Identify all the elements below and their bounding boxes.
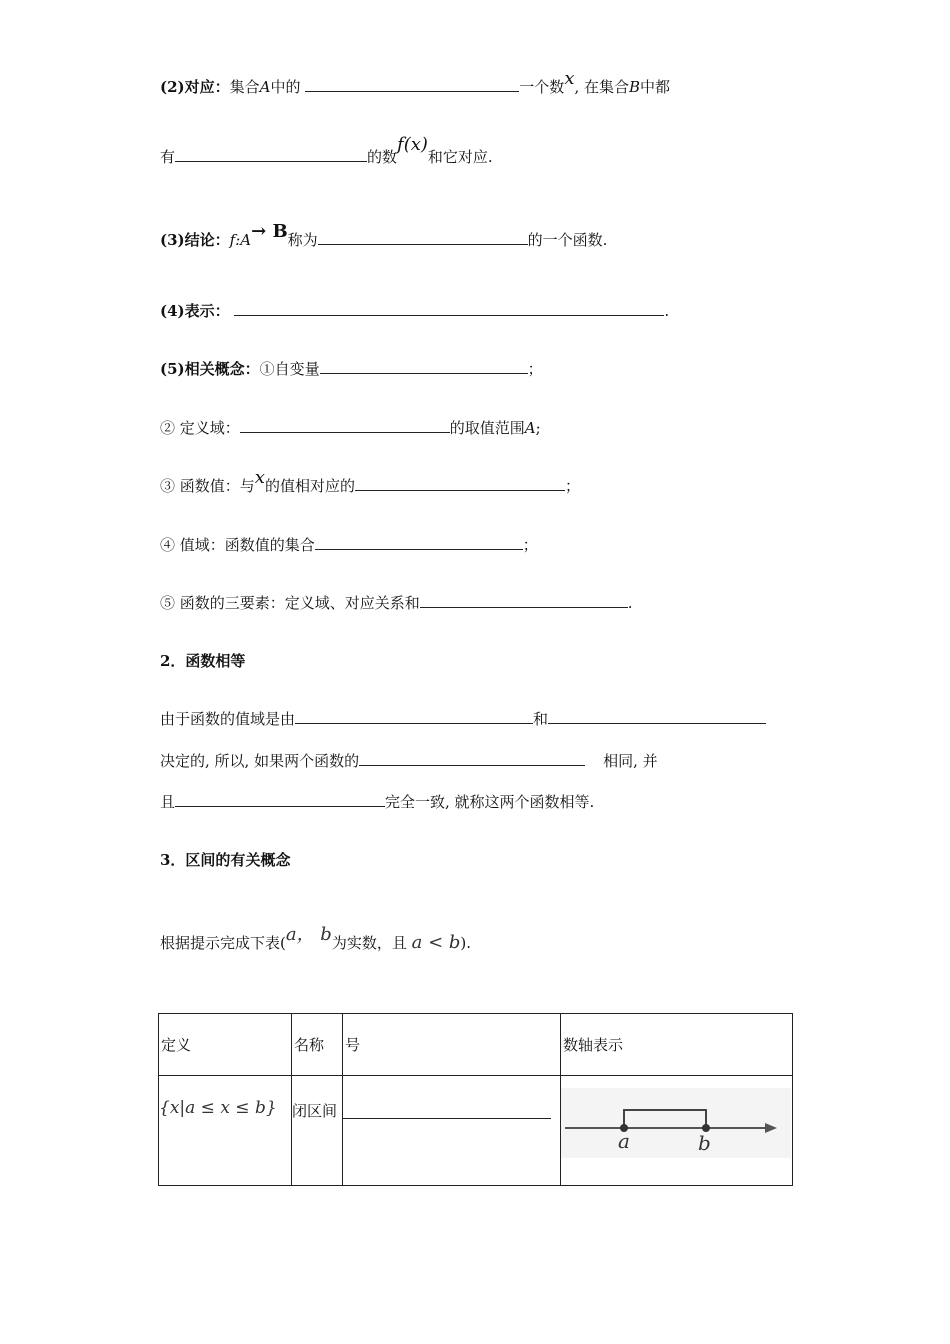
eq3-line	[160, 791, 594, 813]
definition-cell	[159, 1076, 292, 1186]
interval-table	[158, 1013, 793, 1186]
item3-text1: 称为	[287, 231, 318, 249]
sub2-text2: 的取值范围	[449, 419, 525, 437]
blank-input[interactable]	[548, 708, 766, 724]
blank-input[interactable]	[305, 76, 519, 92]
sub2-text1: ② 定义域：	[160, 419, 240, 437]
interval-definition: {x|a ≤ x ≤ b}	[159, 1098, 277, 1118]
intro-text3: ).	[460, 934, 472, 952]
number-line-cell	[561, 1076, 793, 1186]
eq3-text1: 且	[160, 793, 176, 811]
eq3-text2: 完全一致, 就称这两个函数相等.	[385, 793, 595, 811]
eq1-text1: 由于函数的值域是由	[160, 710, 296, 728]
var-x: x	[564, 68, 575, 89]
blank-input[interactable]	[175, 791, 385, 807]
blank-input[interactable]	[359, 750, 585, 766]
set-b: B	[629, 78, 641, 96]
sub4-text1: ④ 值域：函数值的集合	[160, 536, 315, 554]
item3-label: (3)结论：	[160, 231, 230, 249]
header-cell: 数轴表示	[561, 1014, 793, 1076]
header-cell: 名称	[292, 1014, 343, 1076]
set-a: A	[524, 419, 536, 437]
item3-line	[160, 221, 608, 251]
blank-input[interactable]	[295, 708, 533, 724]
header-cell: 定义	[159, 1014, 292, 1076]
sub3-text2: 的值相对应的	[264, 477, 355, 495]
item2b-text3: 和它对应.	[427, 148, 493, 166]
sub3-end: ；	[564, 477, 580, 495]
eq2-text2: 相同, 并	[603, 752, 658, 770]
sub5-text1: ⑤ 函数的三要素：定义域、对应关系和	[160, 594, 420, 612]
eq2-line	[160, 750, 658, 772]
item2-text1: 集合	[229, 78, 260, 96]
blank-input[interactable]	[420, 592, 628, 608]
arrow-b: → B	[251, 221, 288, 242]
item2-text4: , 在集合	[574, 78, 630, 96]
number-line-diagram	[561, 1088, 791, 1168]
item2b-line	[160, 134, 493, 168]
blank-input[interactable]	[320, 358, 528, 374]
item5-text1: ①自变量	[259, 360, 320, 378]
item2-text2: 中的	[270, 78, 301, 96]
table-header-row	[159, 1014, 793, 1076]
sub4-end: ；	[522, 536, 538, 554]
sub2-end: ;	[535, 419, 541, 437]
item4-line	[160, 300, 669, 322]
blank-input[interactable]	[315, 534, 523, 550]
table-row	[159, 1076, 793, 1186]
blank-input[interactable]	[318, 229, 528, 245]
eq1-line	[160, 708, 766, 730]
blank-input[interactable]	[175, 146, 367, 162]
sub5-end: .	[627, 594, 633, 612]
item5-end: ；	[527, 360, 543, 378]
blank-input[interactable]	[234, 300, 664, 316]
symbol-cell[interactable]	[343, 1076, 561, 1186]
set-a: A	[259, 78, 271, 96]
item2-text3: 一个数	[519, 78, 565, 96]
var-x: x	[254, 467, 265, 488]
eq1-text2: 和	[533, 710, 549, 728]
item2-text5: 中都	[640, 78, 671, 96]
item4-end: .	[664, 302, 670, 320]
item5-label: (5)相关概念：	[160, 360, 260, 378]
sub5-line	[160, 592, 633, 614]
item3-text2: 的一个函数.	[527, 231, 608, 249]
item2b-text2: 的数	[367, 148, 398, 166]
blank-input[interactable]	[343, 1118, 551, 1119]
sub2-line	[160, 417, 541, 439]
label-a: a	[618, 1129, 630, 1153]
blank-input[interactable]	[240, 417, 450, 433]
item4-label: (4)表示：	[160, 302, 230, 320]
mapping-formula: f:A	[229, 231, 252, 249]
sub4-line	[160, 534, 538, 556]
item2b-text1: 有	[160, 148, 176, 166]
name-cell	[292, 1076, 343, 1186]
item2-label: (2)对应：	[160, 78, 230, 96]
item5-line	[160, 358, 543, 380]
section2-title: 2．函数相等	[160, 652, 246, 670]
intro-text2: 为实数，且	[331, 934, 407, 952]
blank-input[interactable]	[355, 475, 565, 491]
sub3-line	[160, 467, 580, 497]
section3-title: 3．区间的有关概念	[160, 851, 291, 869]
fx-formula: f(x)	[397, 134, 428, 155]
interval-name: 闭区间	[292, 1102, 338, 1120]
eq2-text1: 决定的, 所以, 如果两个函数的	[160, 752, 360, 770]
vars-ab: a， b	[285, 924, 332, 945]
item2-line	[160, 68, 671, 98]
intro-text1: 根据提示完成下表(	[160, 934, 286, 952]
header-cell: 号	[343, 1014, 561, 1076]
intro-line	[160, 924, 472, 954]
sub3-text1: ③ 函数值：与	[160, 477, 255, 495]
label-b: b	[698, 1131, 711, 1155]
inequality: a < b	[411, 932, 461, 953]
